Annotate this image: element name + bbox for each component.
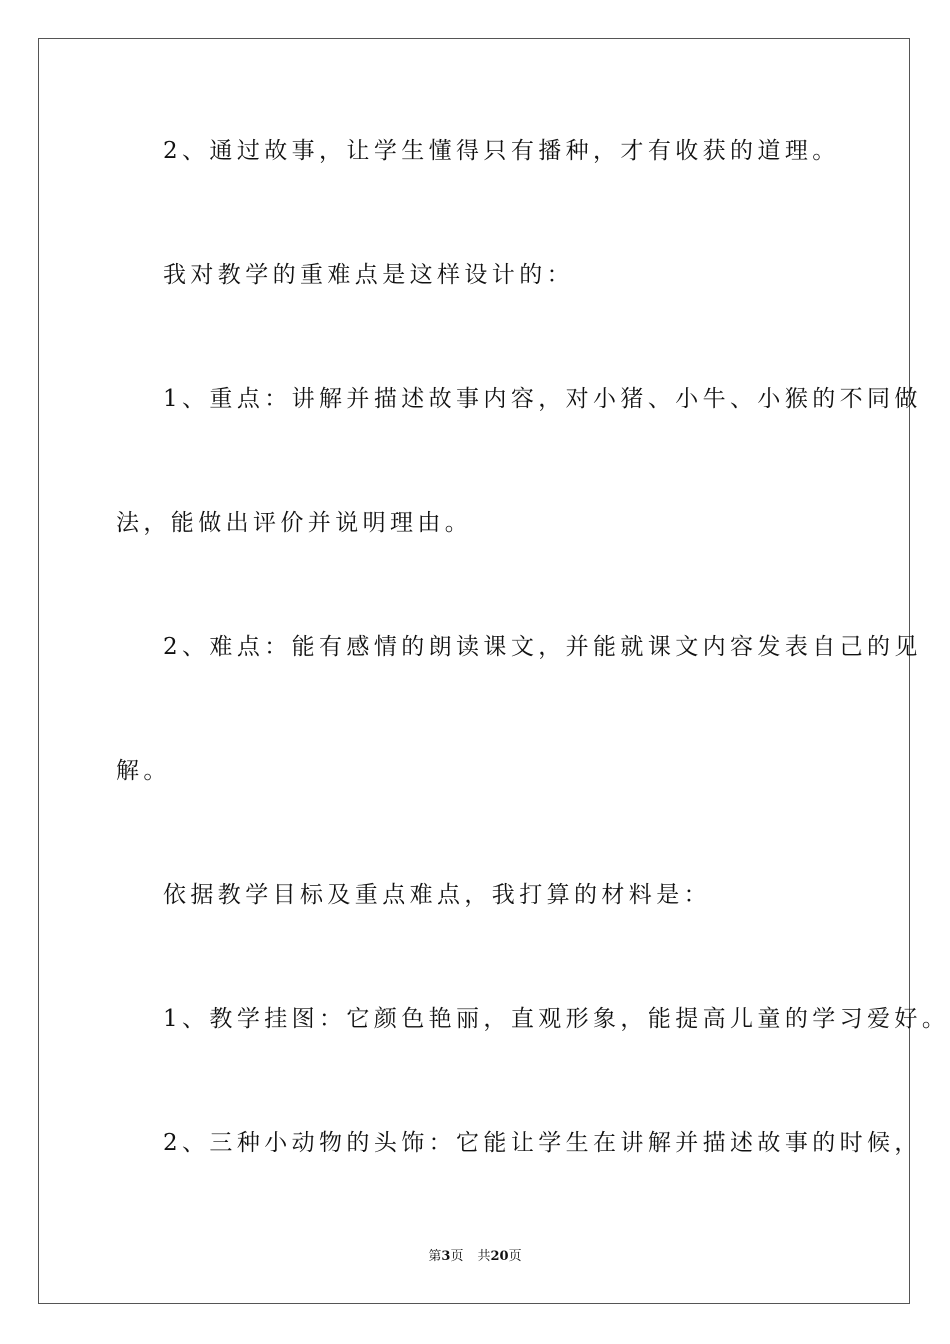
paragraph-material-1: 1、教学挂图：它颜色艳丽，直观形象，能提高儿童的学习爱好。	[163, 1006, 950, 1032]
total-prefix: 共	[477, 1249, 491, 1264]
paragraph-difficulty-2: 2、难点：能有感情的朗读课文，并能就课文内容发表自己的见	[163, 634, 922, 660]
paragraph-key-points-intro: 我对教学的重难点是这样设计的：	[163, 262, 574, 288]
paragraph-key-point-1-cont: 法，能做出评价并说明理由。	[116, 510, 473, 536]
page-frame	[38, 38, 910, 1304]
paragraph-difficulty-2-cont: 解。	[116, 758, 171, 784]
page-number: 3	[441, 1249, 451, 1264]
total-pages: 20	[490, 1249, 509, 1264]
page-prefix: 第	[428, 1249, 442, 1264]
total-suffix: 页	[508, 1249, 522, 1264]
paragraph-materials-intro: 依据教学目标及重点难点，我打算的材料是：	[163, 882, 711, 908]
page-suffix: 页	[450, 1249, 464, 1264]
paragraph-key-point-1: 1、重点：讲解并描述故事内容，对小猪、小牛、小猴的不同做	[163, 386, 922, 412]
paragraph-objective-2: 2、通过故事，让学生懂得只有播种，才有收获的道理。	[163, 138, 840, 164]
page-footer	[0, 1245, 950, 1264]
paragraph-material-2: 2、三种小动物的头饰：它能让学生在讲解并描述故事的时候，	[163, 1130, 922, 1156]
